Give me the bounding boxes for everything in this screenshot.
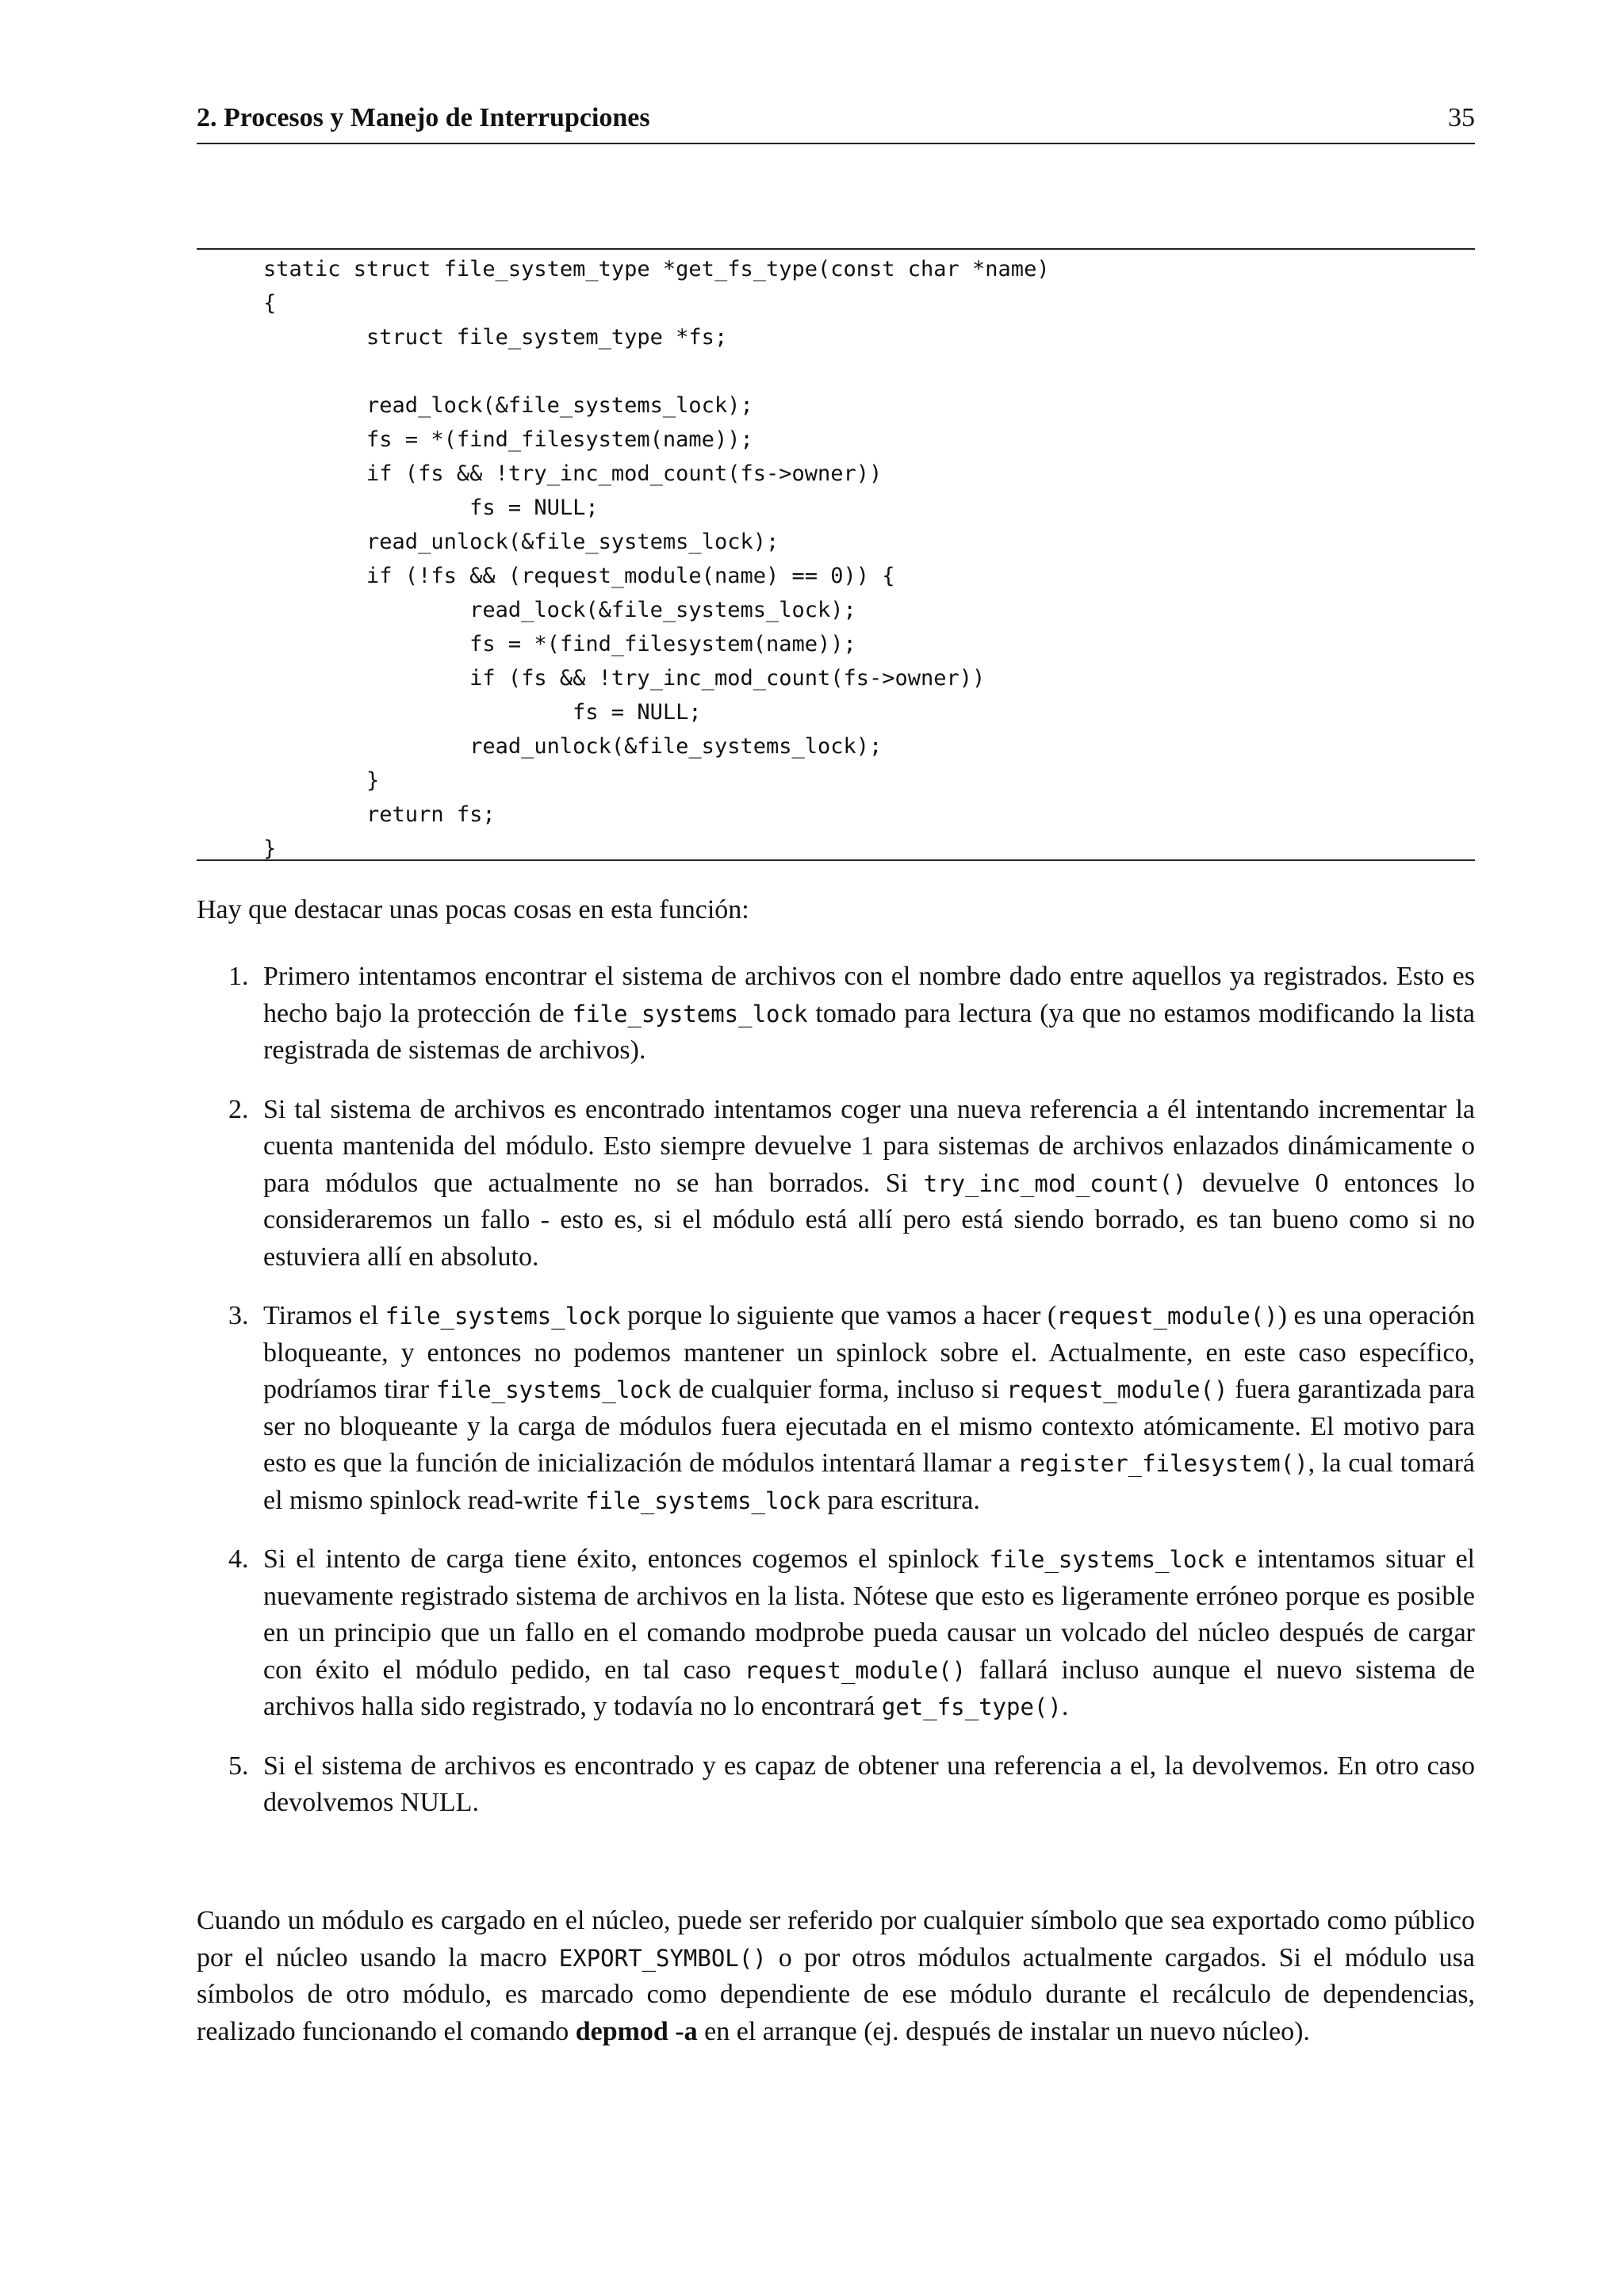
inline-code: try_inc_mod_count() — [923, 1169, 1187, 1197]
closing-paragraph — [197, 1903, 1475, 2050]
item-text: . — [1061, 1692, 1069, 1721]
item-text: Si el intento de carga tiene éxito, entonces cogemos el spinlock — [263, 1544, 990, 1574]
item-text: Si el sistema de archivos es encontrado y es capaz de obtener una referencia a el, la devolvemos. En otro caso devolvemos NULL. — [263, 1751, 1475, 1817]
item-text: devuelve 0 entonces lo consideraremos un fallo - esto es, si el módulo está allí pero está siendo borrado, es tan bueno como si no estuviera allí en absoluto. — [263, 1168, 1475, 1272]
list-item — [197, 1298, 1475, 1519]
item-text: de cualquier forma, incluso si — [671, 1375, 1007, 1404]
list-item — [197, 1092, 1475, 1276]
list-item-number: 1. — [228, 962, 249, 991]
inline-code: register_filesystem() — [1017, 1450, 1308, 1477]
list-item — [197, 1748, 1475, 1822]
chapter-title: 2. Procesos y Manejo de Interrupciones — [197, 103, 650, 132]
inline-code: file_systems_lock — [385, 1303, 621, 1330]
bold-command: depmod -a — [575, 2016, 698, 2046]
intro-paragraph: Hay que destacar unas pocas cosas en esta función: — [197, 895, 749, 924]
paragraph-text: en el arranque (ej. después de instalar un nuevo núcleo). — [697, 2016, 1310, 2046]
paragraph-text: Cuando un módulo es cargado en el núcleo, puede ser referido por cualquier símbolo que sea exportado como público por el núcleo usando la macro — [197, 1906, 1475, 1973]
inline-code: request_module() — [1056, 1303, 1278, 1330]
item-text: Primero intentamos encontrar el sistema de archivos con el nombre dado entre aquellos ya registrados. Esto es hecho bajo la protección de — [263, 962, 1475, 1028]
item-text: ) es una operación bloqueante, y entonces no podemos mantener un spinlock sobre el. Actualmente, en este caso específico, podríamos tirar — [263, 1301, 1475, 1404]
list-item — [197, 1541, 1475, 1726]
item-text: , la cual tomará el mismo spinlock read-write — [263, 1448, 1475, 1515]
running-header — [197, 103, 1475, 144]
item-text: Tiramos el — [263, 1301, 385, 1330]
list-item — [197, 959, 1475, 1070]
inline-code: EXPORT_SYMBOL() — [558, 1944, 767, 1972]
listing-top-rule — [197, 248, 1475, 250]
item-text: fallará incluso aunque el nuevo sistema de archivos halla sido registrado, y todavía no lo encontrará — [263, 1655, 1475, 1721]
item-text: fuera garantizada para ser no bloqueante y la carga de módulos fuera ejecutada en el mismo contexto atómicamente. El motivo para esto es que la función de inicialización de módulos intentará llamar a — [263, 1375, 1476, 1478]
inline-code: file_systems_lock — [585, 1487, 821, 1514]
item-text: porque lo siguiente que vamos a hacer ( — [620, 1301, 1057, 1330]
item-text: Si tal sistema de archivos es encontrado intentamos coger una nueva referencia a él intentando incrementar la cuenta mantenida del módulo. Esto siempre devuelve 1 para sistemas de archivos enlazados dinámicamente o para módulos que actualmente no se han borrados. Si — [263, 1094, 1475, 1198]
item-text: para escritura. — [820, 1485, 980, 1515]
item-text: tomado para lectura (ya que no estamos modificando la lista registrada de sistemas de archivos). — [263, 998, 1475, 1065]
listing-bottom-rule — [197, 859, 1475, 861]
inline-code: file_systems_lock — [989, 1546, 1225, 1573]
page-number: 35 — [1448, 103, 1475, 132]
inline-code: request_module() — [1006, 1376, 1228, 1403]
inline-code: file_systems_lock — [572, 1000, 808, 1027]
list-item-number: 5. — [228, 1751, 249, 1781]
list-item-number: 3. — [228, 1301, 249, 1330]
inline-code: request_module() — [744, 1656, 967, 1684]
list-item-number: 4. — [228, 1544, 249, 1574]
paragraph-text: o por otros módulos actualmente cargados. Si el módulo usa símbolos de otro módulo, es marcado como dependiente de ese módulo durante el recálculo de dependencias, realizado funcionando el comando — [197, 1942, 1475, 2046]
numbered-list — [197, 959, 1475, 1844]
inline-code: get_fs_type() — [881, 1693, 1062, 1720]
code-listing: static struct file_system_type *get_fs_type(const char *name) { struct file_system_type *fs; read_lock(&file_systems_lock); fs = *(find_filesystem(name)); if (fs && !try_inc_mod_count(fs->owner)) fs = NULL; read_unlock(&file_systems_lock); if (!fs && (request_module(name) == 0)) { read_lock(&file_systems_lock); fs = *(find_filesystem(name)); if (fs && !try_inc_mod_count(fs->owner)) fs = NULL; read_unlock(&file_systems_lock); } return fs; } — [263, 257, 1050, 861]
item-text: e intentamos situar el nuevamente registrado sistema de archivos en la lista. Nótese que esto es ligeramente erróneo porque es posible en un principio que un fallo en el comando modprobe pueda causar un volcado del núcleo después de cargar con éxito el módulo pedido, en tal caso — [263, 1544, 1475, 1685]
inline-code: file_systems_lock — [435, 1376, 672, 1403]
list-item-number: 2. — [228, 1094, 249, 1124]
